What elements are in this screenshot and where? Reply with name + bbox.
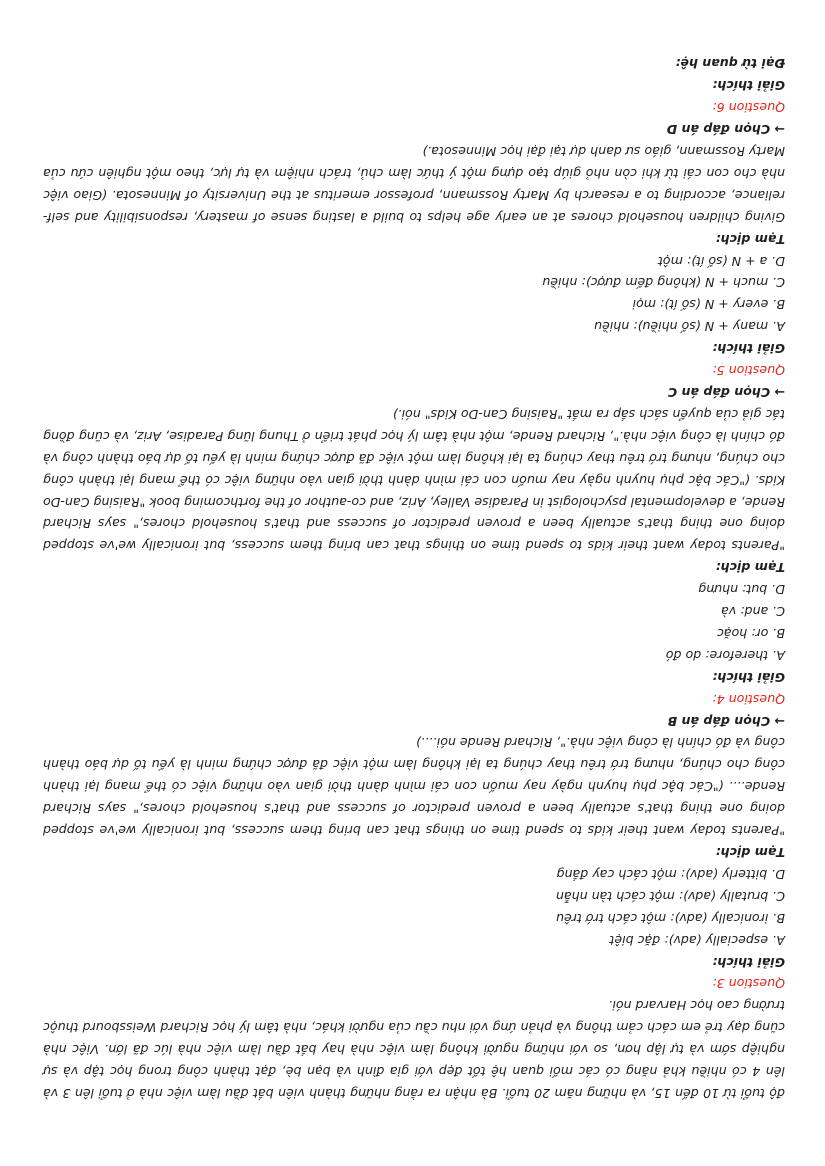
option-d: D. but: nhưng	[698, 582, 785, 598]
explain-label: Giải thích:	[712, 78, 785, 94]
translation-paragraph: "Parents today want their kids to spend time on things that can bring them success, but ironically we've stopped doing one thing that's actually been a proven predictor of success and that's household chores," says Richard Rende, a developmental psychologist in Paradise Valley, Ariz, and co-author of the forthcoming book "Raising Can-Do Kids. ("Các bậc phụ huynh ngày nay muốn con cái mình dành thời gian vào những việc có thể mang lại thành công cho chúng, nhưng trớ trêu thay chúng ta lại không làm một việc đã được chứng minh là yếu tố dự báo thành công và đó chính là công việc nhà.", Richard Rende, một nhà tâm lý học phát triển ở Thung lũng Paradise, Ariz, và cũng đồng tác giả của quyển sách sắp ra mắt "Raising Can-Do Kids" nói.)	[43, 406, 785, 554]
question-5-block	[43, 118, 785, 381]
option-a: A. many + N (số nhiều): nhiều	[594, 319, 785, 335]
question-title: Question 6:	[712, 100, 785, 116]
question-title: Question 4:	[712, 691, 785, 707]
option-c: C. much + N (không đếm được): nhiều	[542, 275, 785, 291]
question-3-block	[43, 710, 785, 995]
answer-line: → Chọn đáp án B	[667, 713, 785, 729]
translate-label: Tạm dịch:	[715, 231, 785, 247]
translate-label: Tạm dịch:	[715, 845, 785, 861]
option-c: C. brutally (adv): một cách tàn nhẫn	[555, 888, 785, 904]
relative-pronoun-heading: Đại từ quan hệ:	[675, 56, 785, 72]
intro-paragraph: độ tuổi từ 10 đến 15, và những năm 20 tuổi. Bà nhận ra rằng những thành viên bắt đầu làm việc nhà ở tuổi lên 3 và lên 4 có nhiều khả năng có các mối quan hệ tốt đẹp với gia đình và bạn bè, đạt thành công trong học tập và sự nghiệp sớm và tự lập hơn, so với những người không làm việc nhà hay bắt đầu làm việc nhà lúc đã lớn. Việc nhà cũng dạy trẻ em cách cảm thông và phản ứng với nhu cầu của người khác, nhà tâm lý học Richard Weissbourd thuộc trường cao học Harvard nói.	[43, 998, 785, 1101]
option-a: A. especially (adv): đặc biệt	[609, 932, 785, 948]
option-b: B. every + N (số ít): mọi	[632, 297, 785, 313]
option-d: D. bitterly (adv): một cách cay đắng	[556, 866, 785, 882]
question-6-block	[43, 53, 785, 119]
explain-label: Giải thích:	[712, 341, 785, 357]
answer-line: → Chọn đáp án D	[666, 122, 785, 138]
document-body	[43, 53, 785, 1105]
translation-paragraph: Giving children household chores at an early age helps to build a lasting sense of mastery, responsibility and self-reliance, according to a research by Marty Rossmann, professor emeritus at the University of Minnesota. (Giao việc nhà cho con cái từ khi còn nhỏ giúp tạo dựng một ý thức làm chủ, trách nhiệm và tự lực, theo một nghiên cứu của Marty Rossmann, giáo sư danh dự tại đại học Minnesota.)	[43, 144, 785, 225]
explain-label: Giải thích:	[712, 954, 785, 970]
option-b: B. or: hoặc	[716, 625, 785, 641]
question-4-block	[43, 381, 785, 710]
translation-paragraph: "Parents today want their kids to spend time on things that can bring them success, but ironically we've stopped doing one thing that's actually been a proven predictor of success and that's household chores," says Richard Rende.... ("Các bậc phụ huynh ngày nay muốn con cái mình dành thời gian vào những việc có thể mang lại thành công cho chúng, nhưng trớ trêu thay chúng ta lại không làm một việc đã được chứng minh là yếu tố dự báo thành công và đó chính là công việc nhà.", Richard Rende nói....)	[43, 735, 785, 839]
question-title: Question 5:	[712, 363, 785, 379]
translate-label: Tạm dịch:	[715, 560, 785, 576]
option-b: B. ironically (adv): một cách trớ trêu	[556, 910, 785, 926]
option-d: D. a + N (số ít): một	[657, 253, 785, 269]
explain-label: Giải thích:	[712, 669, 785, 685]
question-title: Question 3:	[712, 976, 785, 992]
option-a: A. therefore: do đó	[665, 647, 785, 663]
answer-line: → Chọn đáp án C	[667, 385, 785, 400]
option-c: C. and: và	[721, 604, 785, 620]
